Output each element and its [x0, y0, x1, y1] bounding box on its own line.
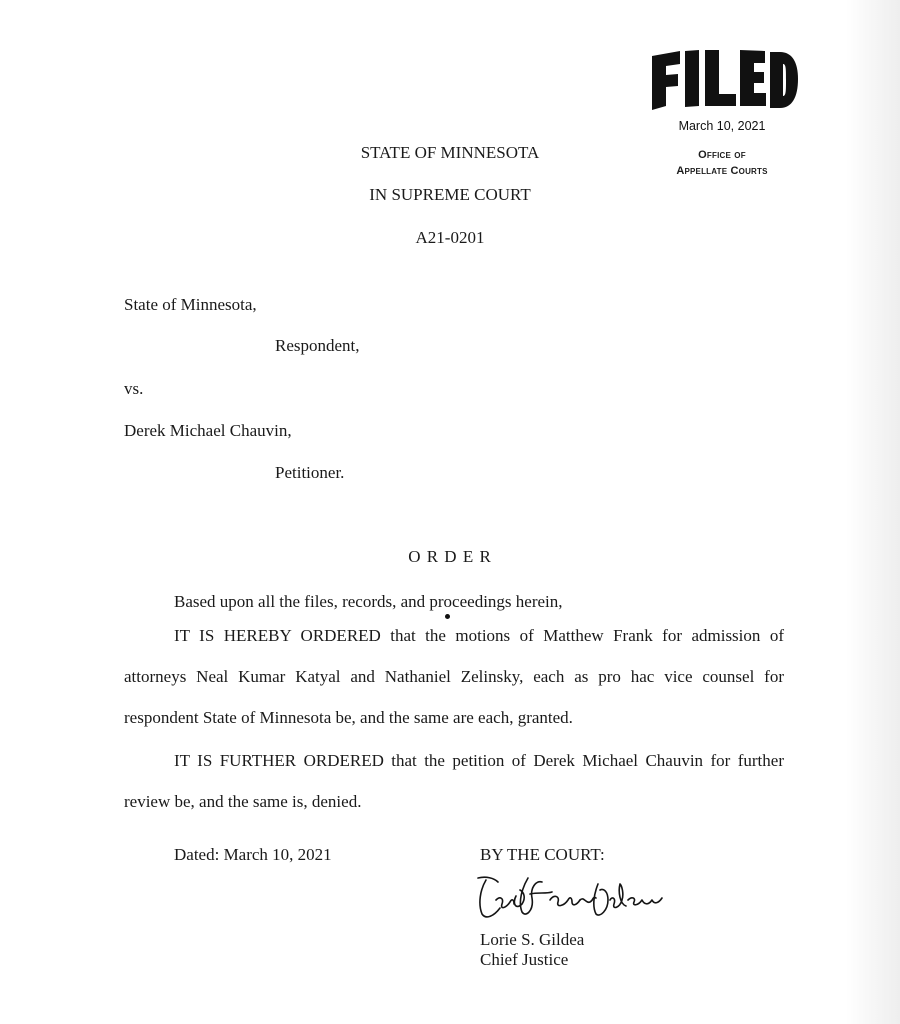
filed-stamp-word — [640, 42, 800, 114]
respondent-name: State of Minnesota, — [124, 295, 257, 314]
court-heading: IN SUPREME COURT — [369, 185, 531, 204]
respondent-role: Respondent, — [275, 336, 360, 355]
signer-name: Lorie S. Gildea — [480, 930, 585, 949]
office-line-1: Office of — [698, 149, 746, 161]
by-the-court: BY THE COURT: — [480, 845, 605, 864]
order-intro: Based upon all the files, records, and proceedings herein, — [174, 592, 563, 611]
order-paragraph-2: IT IS FURTHER ORDERED that the petition of Derek Michael Chauvin for further review be, and the same is, denied. — [124, 751, 784, 811]
order-paragraph-1: IT IS HEREBY ORDERED that the motions of Matthew Frank for admission of attorneys Neal Kumar Katyal and Nathaniel Zelinsky, each as pro hac vice counsel for respondent State of Minnesota be, and the same are each, granted. — [124, 626, 784, 727]
filed-date: March 10, 2021 — [678, 119, 766, 133]
state-heading: STATE OF MINNESOTA — [360, 143, 540, 162]
order-title: O R D E R — [408, 547, 492, 566]
petitioner-role: Petitioner. — [275, 463, 345, 482]
petitioner-name: Derek Michael Chauvin, — [124, 421, 292, 440]
case-number: A21-0201 — [415, 228, 485, 247]
versus: vs. — [124, 379, 144, 398]
handwritten-signature — [472, 870, 672, 930]
signer-title: Chief Justice — [480, 950, 569, 969]
office-line-2: Appellate Courts — [676, 165, 768, 177]
filed-stamp — [640, 42, 800, 192]
dated-line: Dated: March 10, 2021 — [174, 845, 332, 864]
